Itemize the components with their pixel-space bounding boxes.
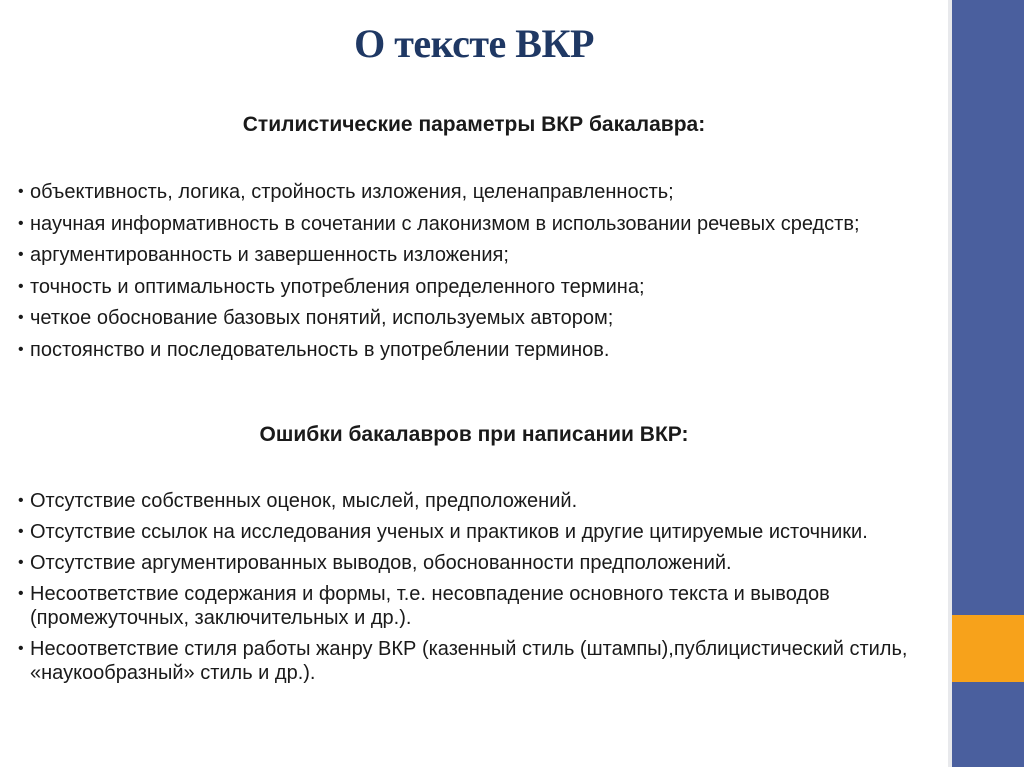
section-heading-errors: Ошибки бакалавров при написании ВКР: bbox=[259, 423, 689, 446]
stylistic-parameters-list bbox=[18, 180, 933, 369]
list-item: • Отсутствие аргументированных выводов, обоснованности предположений. bbox=[18, 551, 933, 575]
errors-list bbox=[18, 489, 933, 692]
list-item: • Несоответствие содержания и формы, т.е. несовпадение основного текста и выводов (промежуточных, заключительных и др.). bbox=[18, 582, 933, 630]
list-item: • Отсутствие ссылок на исследования ученых и практиков и другие цитируемые источники. bbox=[18, 520, 933, 544]
list-item: • Отсутствие собственных оценок, мыслей, предположений. bbox=[18, 489, 933, 513]
list-item: • аргументированность и завершенность изложения; bbox=[18, 243, 933, 267]
decorative-accent-block bbox=[952, 615, 1024, 682]
list-item: • научная информативность в сочетании с лаконизмом в использовании речевых средств; bbox=[18, 212, 933, 236]
list-item: • объективность, логика, стройность изложения, целенаправленность; bbox=[18, 180, 933, 204]
list-item: • точность и оптимальность употребления определенного термина; bbox=[18, 275, 933, 299]
list-item: • постоянство и последовательность в употреблении терминов. bbox=[18, 338, 933, 362]
slide-title: О тексте ВКР bbox=[354, 21, 594, 66]
list-item: • четкое обоснование базовых понятий, используемых автором; bbox=[18, 306, 933, 330]
section-heading-stylistic-parameters: Стилистические параметры ВКР бакалавра: bbox=[242, 113, 706, 136]
list-item: • Несоответствие стиля работы жанру ВКР (казенный стиль (штампы),публицистический стиль, «наукообразный» стиль и др.). bbox=[18, 637, 933, 685]
